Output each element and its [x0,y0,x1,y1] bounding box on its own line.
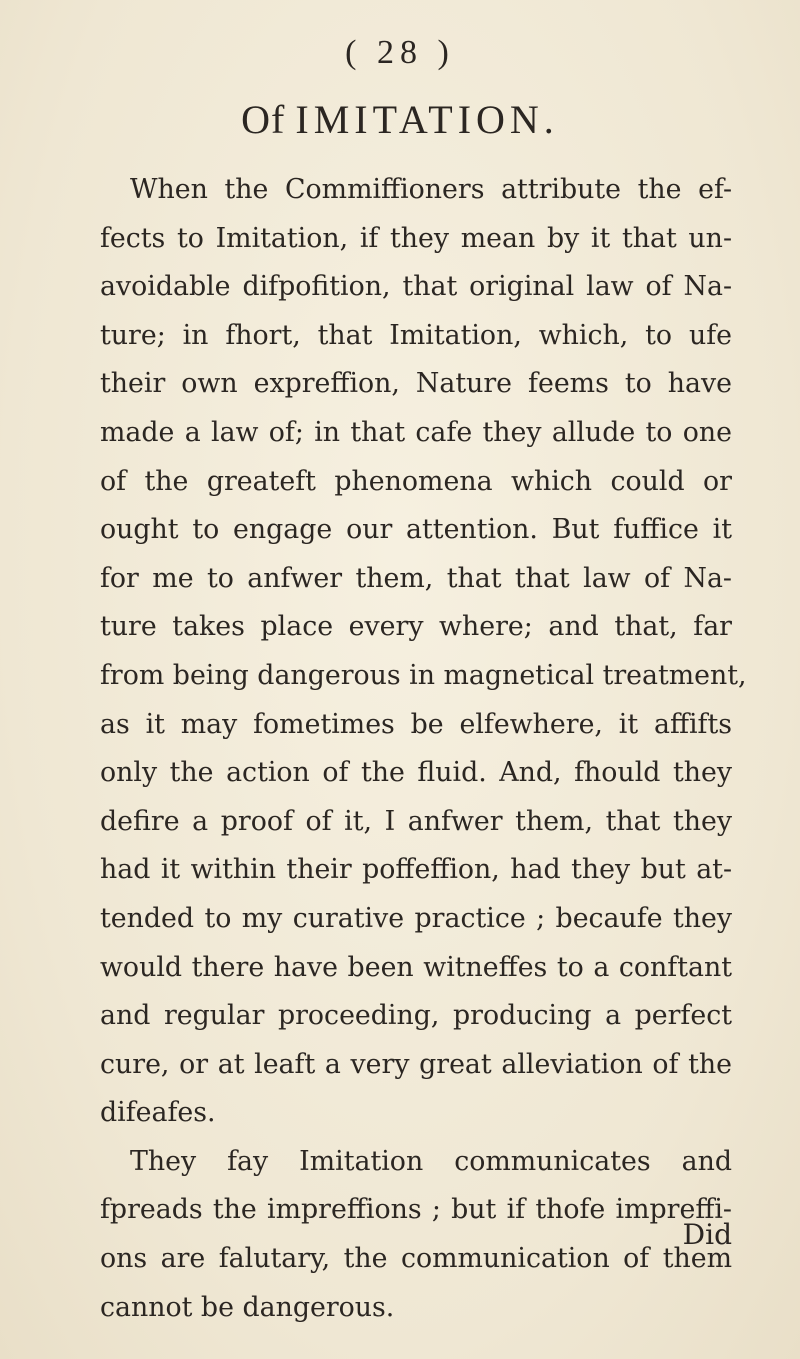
text-line: made a law of; in that cafe they allude to one [100,416,732,448]
text-line: fects to Imitation, if they mean by it that un- [100,222,732,254]
text-line: their own expreffion, Nature feems to have [100,368,732,400]
catchword: Did [682,1218,732,1251]
body-text [100,166,747,1332]
text-line: and regular proceeding, producing a perfect [100,1000,732,1032]
text-line: had it within their poffeffion, had they but at- [100,854,732,886]
text-line: ture; in fhort, that Imitation, which, to ufe [100,319,732,351]
text-line: from being dangerous in magnetical treatment, [100,659,747,691]
heading-title: IMITATION. [295,97,559,142]
text-line: as it may fometimes be elfewhere, it affifts [100,708,732,740]
text-line: difeafes. [100,1097,216,1129]
text-line: cannot be dangerous. [100,1291,395,1323]
text-line: ought to engage our attention. But fuffice it [100,514,732,546]
text-line: When the Commiffioners attribute the ef- [130,174,732,205]
text-line: cure, or at leaft a very great alleviation of the [100,1048,732,1080]
text-line: fpreads the impreffions ; but if thofe impreffi- [100,1194,732,1226]
text-line: avoidable difpofition, that original law of Na- [100,271,732,303]
text-line: They fay Imitation communicates and [130,1145,732,1177]
text-line: tended to my curative practice ; becaufe they [100,902,732,934]
section-heading [0,96,800,143]
text-line: would there have been witneffes to a conftant [100,951,732,983]
text-line: defire a proof of it, I anfwer them, that they [100,805,732,837]
text-line: for me to anfwer them, that that law of Na- [100,562,732,594]
text-line: of the greateft phenomena which could or [100,465,732,497]
text-line: ons are falutary, the communication of them [100,1243,732,1275]
text-line: only the action of the fluid. And, fhould they [100,757,732,789]
text-line: ture takes place every where; and that, far [100,611,732,643]
page-number: ( 28 ) [345,34,455,71]
heading-prefix: Of [241,97,286,142]
